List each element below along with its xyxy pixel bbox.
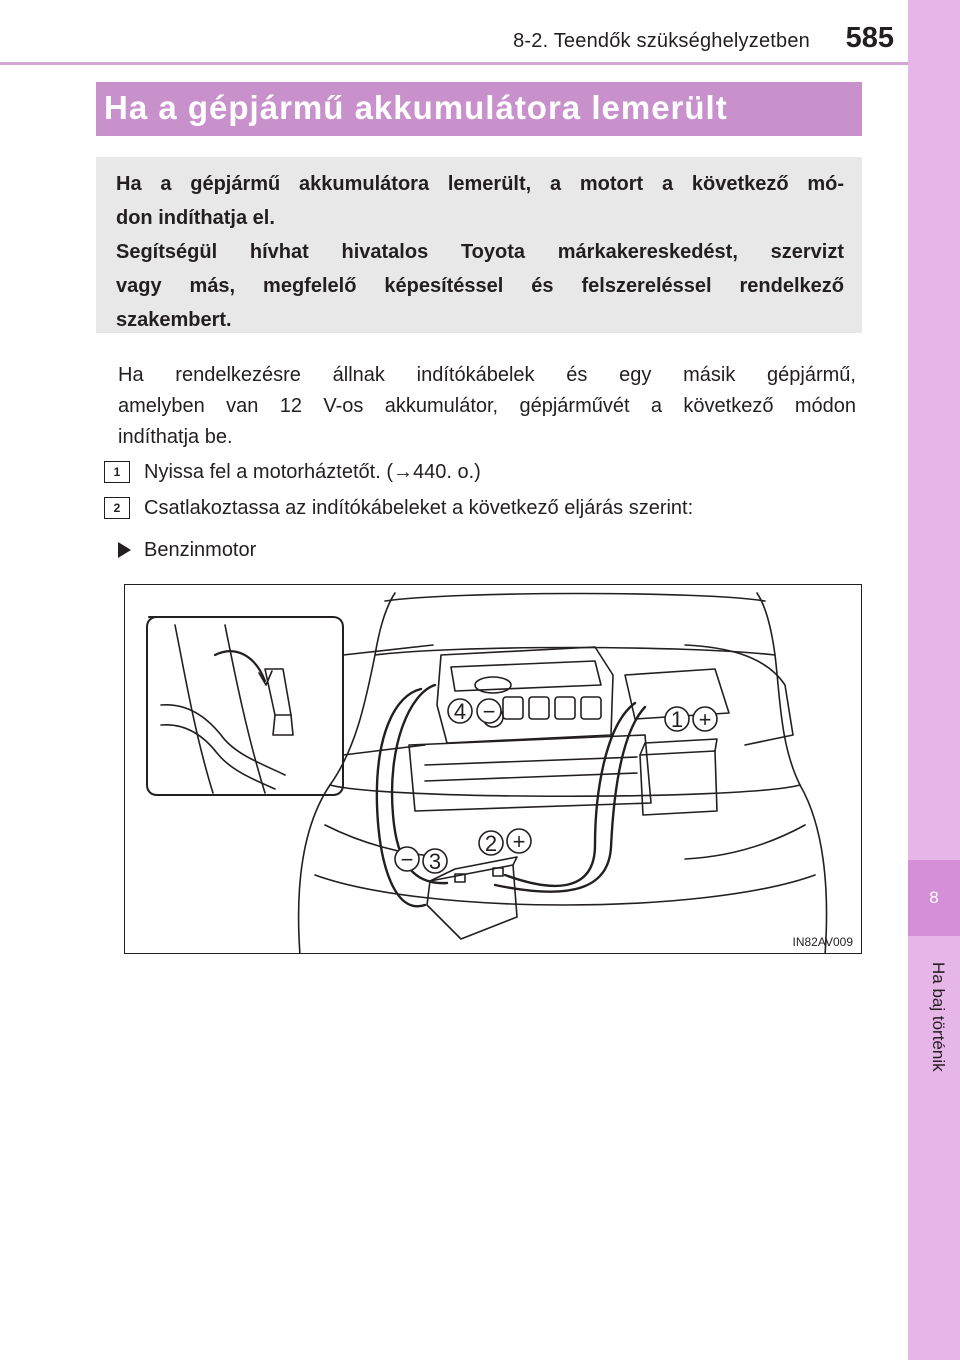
minus-sign-4: [477, 699, 501, 724]
section-title: 8-2. Teendők szükséghelyzetben: [513, 30, 810, 52]
step-text: Nyissa fel a motorháztetőt. (→440. o.): [144, 461, 481, 483]
polarity-sign: −: [400, 847, 414, 872]
step-number-box: 2: [104, 497, 130, 519]
summary-box: [96, 157, 862, 333]
chapter-label: Ha baj történik: [929, 962, 948, 1072]
callout-layer: [125, 585, 862, 954]
callout-3: [423, 849, 447, 874]
callout-number: 2: [484, 831, 498, 856]
intro-line: amelyben van 12 V-os akkumulátor, gépjárművét a következő módon: [118, 395, 856, 417]
header-rule: [0, 62, 908, 65]
summary-line: Segítségül hívhat hivatalos Toyota márkakereskedést, szervizt: [116, 241, 844, 263]
chapter-number: 8: [908, 860, 960, 936]
summary-line: szakembert.: [116, 309, 232, 331]
step-text: Csatlakoztassa az indítókábeleket a következő eljárás szerint:: [144, 497, 694, 519]
summary-line: vagy más, megfelelő képesítéssel és felszereléssel rendelkező: [116, 275, 844, 297]
summary-line: Ha a gépjármű akkumulátora lemerült, a motort a következő mó-: [116, 173, 844, 195]
bullet-text: Benzinmotor: [144, 539, 257, 561]
step-number-box: 1: [104, 461, 130, 483]
triangle-bullet-icon: [118, 542, 131, 558]
page-number: 585: [845, 22, 894, 54]
intro-line: indíthatja be.: [118, 426, 233, 448]
polarity-sign: −: [482, 699, 496, 724]
figure-code: IN82AV009: [792, 935, 853, 949]
polarity-sign: +: [512, 829, 526, 854]
bullet-benzinmotor: [118, 535, 518, 565]
page-title: Ha a gépjármű akkumulátora lemerült: [104, 89, 728, 126]
engine-jump-start-illustration: [124, 584, 862, 954]
step-2: [104, 493, 844, 525]
callout-4: [448, 699, 472, 724]
callout-number: 4: [453, 699, 467, 724]
callout-2: [479, 831, 503, 856]
step-1: [104, 457, 844, 489]
minus-sign-3: [395, 847, 419, 872]
plus-sign-1: [693, 707, 717, 732]
callout-1: [665, 707, 689, 732]
chapter-side-tab: [908, 0, 960, 1360]
callout-number: 3: [428, 849, 442, 874]
intro-paragraph: [118, 360, 856, 453]
summary-line: don indíthatja el.: [116, 207, 275, 229]
callout-number: 1: [670, 707, 684, 732]
polarity-sign: +: [698, 707, 712, 732]
intro-line: Ha rendelkezésre állnak indítókábelek és egy másik gépjármű,: [118, 364, 856, 386]
plus-sign-2: [507, 829, 531, 854]
